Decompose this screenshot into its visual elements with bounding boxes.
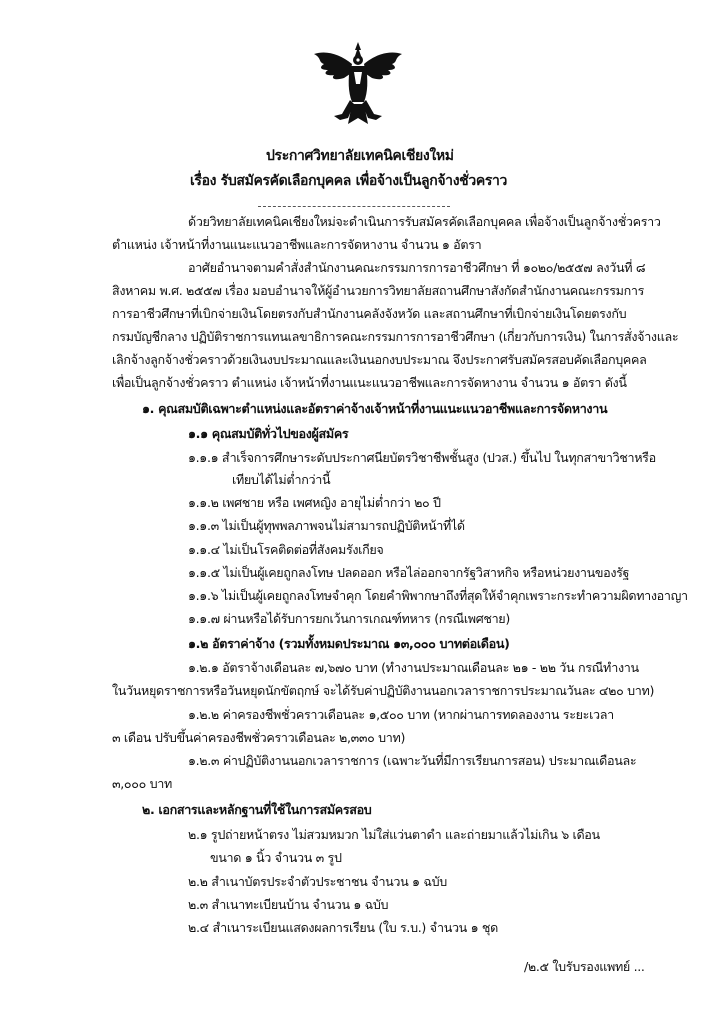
intro-line-2: ตำแหน่ง เจ้าหน้าที่งานแนะแนวอาชีพและการจัดหางาน จำนวน ๑ อัตรา	[112, 237, 482, 252]
qualification-1-1-1-cont: เทียบได้ไม่ต่ำกว่านี้	[232, 472, 331, 487]
section-1-1-heading: ๑.๑ คุณสมบัติทั่วไปของผู้สมัคร	[188, 426, 349, 441]
garuda-emblem	[312, 40, 404, 128]
document-subject: เรื่อง รับสมัครคัดเลือกบุคคล เพื่อจ้างเป็นลูกจ้างชั่วคราว	[190, 173, 508, 189]
intro-line-7: เลิกจ้างลูกจ้างชั่วคราวด้วยเงินงบประมาณและเงินนอกงบประมาณ จึงประกาศรับสมัครสอบคัดเลือกบุคคล	[112, 352, 647, 367]
qualification-1-1-3: ๑.๑.๓ ไม่เป็นผู้ทุพพลภาพจนไม่สามารถปฏิบัติหน้าที่ได้	[188, 518, 465, 533]
document-2-1: ๒.๑ รูปถ่ายหน้าตรง ไม่สวมหมวก ไม่ใส่แว่นตาดำ และถ่ายมาแล้วไม่เกิน ๖ เดือน	[188, 827, 600, 842]
section-2-heading: ๒. เอกสารและหลักฐานที่ใช้ในการสมัครสอบ	[142, 802, 372, 817]
title-divider	[258, 206, 450, 207]
document-title: ประกาศวิทยาลัยเทคนิคเชียงใหม่	[266, 148, 454, 164]
wage-1-2-1: ๑.๒.๑ อัตราจ้างเดือนละ ๗,๖๗๐ บาท (ทำงานประมาณเดือนละ ๒๑ - ๒๒ วัน กรณีทำงาน	[188, 660, 639, 675]
section-1-2-heading: ๑.๒ อัตราค่าจ้าง (รวมทั้งหมดประมาณ ๑๓,๐๐๐ บาทต่อเดือน)	[188, 636, 510, 651]
qualification-1-1-2: ๑.๑.๒ เพศชาย หรือ เพศหญิง อายุไม่ต่ำกว่า ๒๐ ปี	[188, 495, 441, 510]
qualification-1-1-6: ๑.๑.๖ ไม่เป็นผู้เคยถูกลงโทษจำคุก โดยคำพิพากษาถึงที่สุดให้จำคุกเพราะกระทำความผิดทางอาญา	[188, 588, 688, 603]
document-2-2: ๒.๒ สำเนาบัตรประจำตัวประชาชน จำนวน ๑ ฉบับ	[188, 874, 447, 889]
document-2-4: ๒.๔ สำเนาระเบียนแสดงผลการเรียน (ใบ ร.บ.) จำนวน ๑ ชุด	[188, 920, 498, 935]
document-2-1-cont: ขนาด ๑ นิ้ว จำนวน ๓ รูป	[210, 850, 342, 865]
document-2-3: ๒.๓ สำเนาทะเบียนบ้าน จำนวน ๑ ฉบับ	[188, 897, 389, 912]
wage-1-2-3-cont: ๓,๐๐๐ บาท	[112, 776, 172, 791]
qualification-1-1-1: ๑.๑.๑ สำเร็จการศึกษาระดับประกาศนียบัตรวิชาชีพชั้นสูง (ปวส.) ขึ้นไป ในทุกสาขาวิชาหรือ	[188, 450, 656, 465]
section-1-heading: ๑. คุณสมบัติเฉพาะตำแหน่งและอัตราค่าจ้างเจ้าหน้าที่งานแนะแนวอาชีพและการจัดหางาน	[142, 401, 608, 416]
intro-line-8: เพื่อเป็นลูกจ้างชั่วคราว ตำแหน่ง เจ้าหน้าที่งานแนะแนวอาชีพและการจัดหางาน จำนวน ๑ อัตรา ดังนี้	[112, 375, 627, 390]
intro-line-1: ด้วยวิทยาลัยเทคนิคเชียงใหม่จะดำเนินการรับสมัครคัดเลือกบุคคล เพื่อจ้างเป็นลูกจ้างชั่วคราว	[188, 214, 661, 229]
intro-line-3: อาศัยอำนาจตามคำสั่งสำนักงานคณะกรรมการการอาชีวศึกษา ที่ ๑๐๒๐/๒๕๕๗ ลงวันที่ ๘	[188, 260, 646, 275]
wage-1-2-2-cont: ๓ เดือน ปรับขึ้นค่าครองชีพชั่วคราวเดือนละ ๒,๓๓๐ บาท)	[112, 730, 406, 745]
continued-note: /๒.๕ ใบรับรองแพทย์ ...	[524, 959, 645, 974]
qualification-1-1-5: ๑.๑.๕ ไม่เป็นผู้เคยถูกลงโทษ ปลดออก หรือไล่ออกจากรัฐวิสาหกิจ หรือหน่วยงานของรัฐ	[188, 565, 630, 580]
intro-line-6: กรมบัญชีกลาง ปฏิบัติราชการแทนเลขาธิการคณะกรรมการการอาชีวศึกษา (เกี่ยวกับการเงิน) ในการสั่งจ้างและ	[112, 329, 679, 344]
wage-1-2-3: ๑.๒.๓ ค่าปฏิบัติงานนอกเวลาราชการ (เฉพาะวันที่มีการเรียนการสอน) ประมาณเดือนละ	[188, 753, 637, 768]
intro-line-5: การอาชีวศึกษาที่เบิกจ่ายเงินโดยตรงกับสำนักงานคลังจังหวัด และสถานศึกษาที่เบิกจ่ายเงินโดยตรงกับ	[112, 306, 627, 321]
qualification-1-1-4: ๑.๑.๔ ไม่เป็นโรคติดต่อที่สังคมรังเกียจ	[188, 542, 384, 557]
qualification-1-1-7: ๑.๑.๗ ผ่านหรือได้รับการยกเว้นการเกณฑ์ทหาร (กรณีเพศชาย)	[188, 611, 510, 626]
wage-1-2-1-cont: ในวันหยุดราชการหรือวันหยุดนักขัตฤกษ์ จะได้รับค่าปฏิบัติงานนอกเวลาราชการประมาณวันละ ๔๒๐ บาท)	[112, 683, 655, 698]
intro-line-4: สิงหาคม พ.ศ. ๒๕๕๗ เรื่อง มอบอำนาจให้ผู้อำนวยการวิทยาลัยสถานศึกษาสังกัดสำนักงานคณะกรรมการ	[112, 283, 645, 298]
wage-1-2-2: ๑.๒.๒ ค่าครองชีพชั่วคราวเดือนละ ๑,๕๐๐ บาท (หากผ่านการทดลองงาน ระยะเวลา	[188, 707, 614, 722]
